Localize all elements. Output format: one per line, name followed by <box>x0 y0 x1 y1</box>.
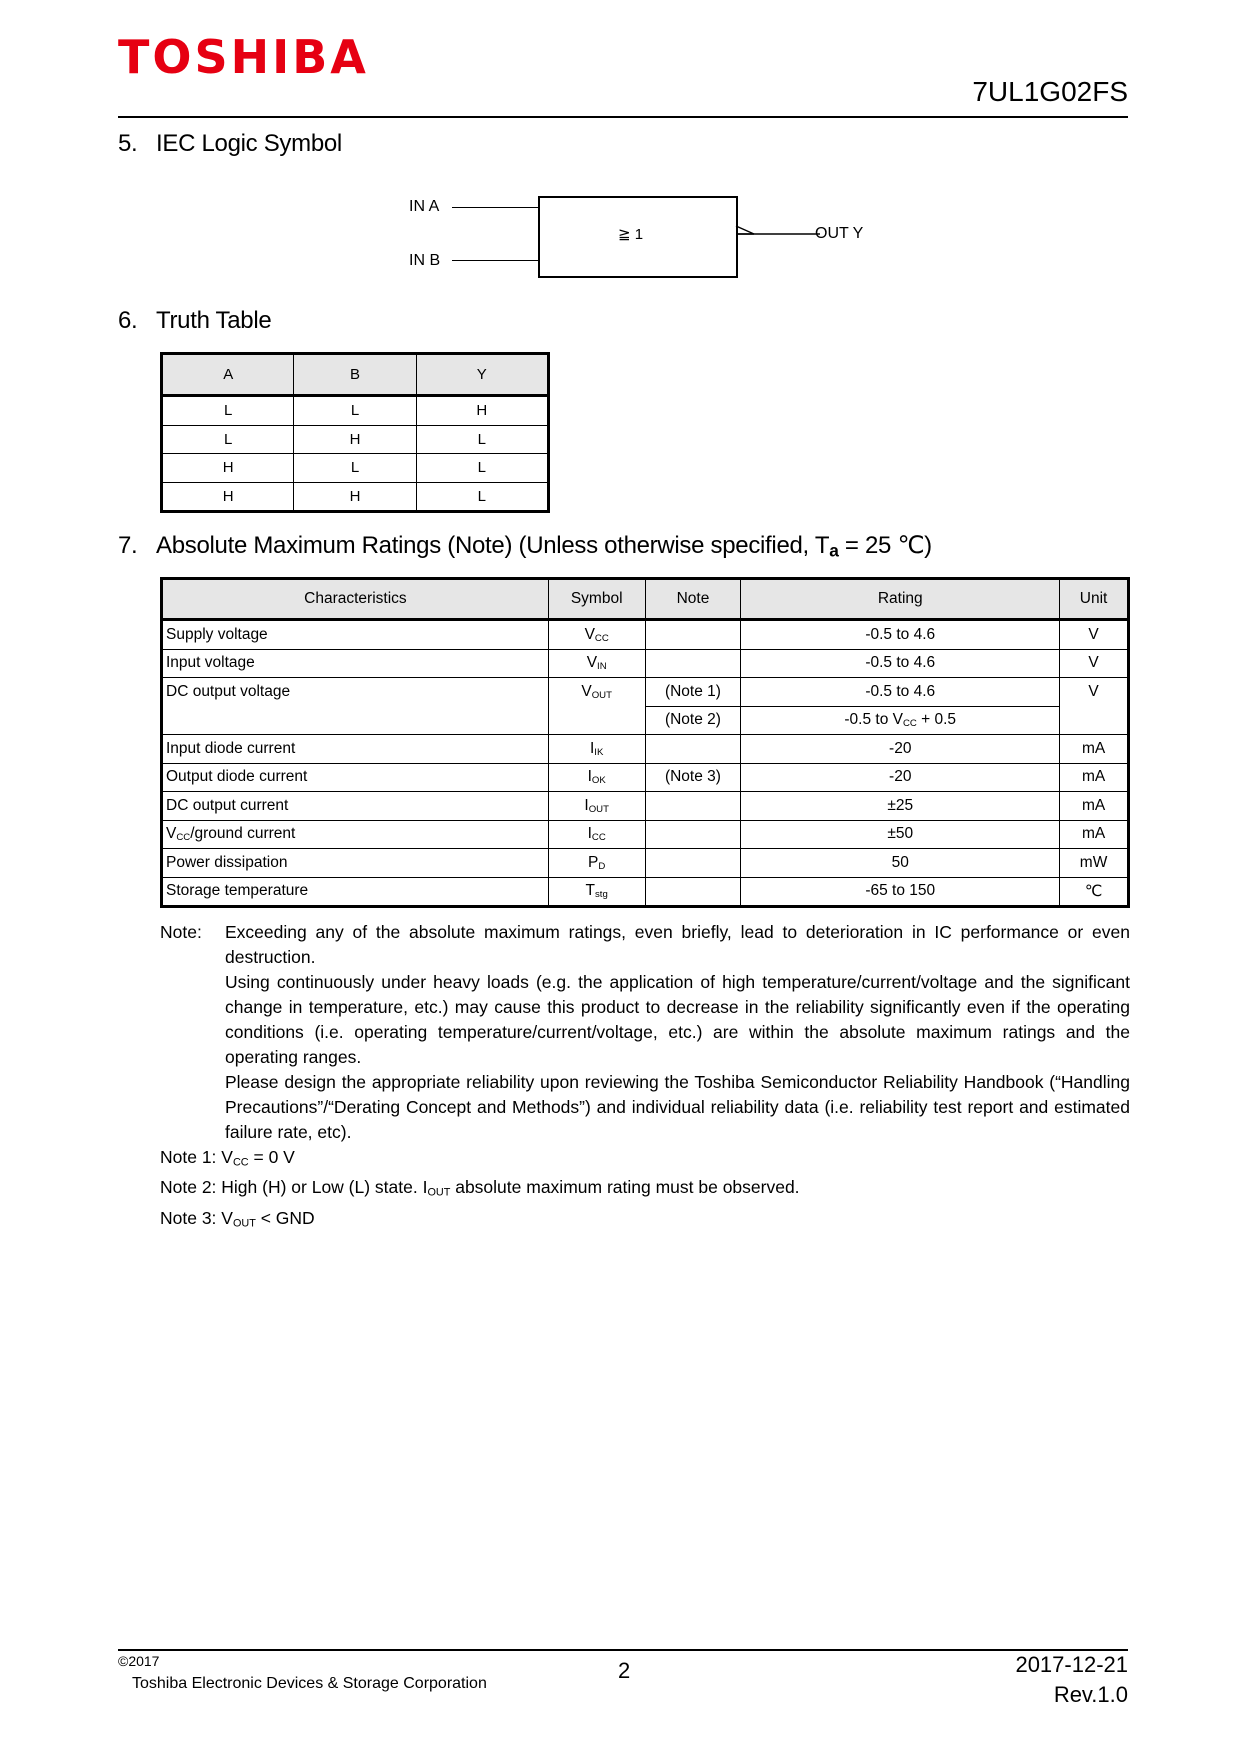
table-row <box>162 849 1129 878</box>
input-a-label: IN A <box>409 198 440 215</box>
rating: 50 <box>741 849 1060 878</box>
table-row <box>162 620 1129 650</box>
cell: H <box>294 482 416 512</box>
cell: H <box>294 425 416 454</box>
table-row <box>162 678 1129 707</box>
cell: L <box>162 396 294 426</box>
note <box>645 877 741 907</box>
note <box>645 820 741 849</box>
symbol: $P_D$ <box>548 849 645 878</box>
gate-function-symbol: ≧ 1 <box>618 226 644 243</box>
header-rating: Rating <box>741 579 1060 620</box>
note-label: Note: <box>160 922 202 942</box>
section-number: 6. <box>118 307 138 334</box>
note <box>645 649 741 678</box>
rating: -0.5 to $V_{CC} + 0.5$ <box>741 706 1060 735</box>
symbol: $I_{IK}$ <box>548 735 645 764</box>
general-note <box>160 920 1130 1145</box>
section-title-sub: a <box>829 540 839 561</box>
table-row <box>162 649 1129 678</box>
header-characteristics: Characteristics <box>162 579 549 620</box>
rating: ±50 <box>741 820 1060 849</box>
section-number: 7. <box>118 532 138 559</box>
header-b: B <box>294 354 416 396</box>
characteristic: Storage temperature <box>162 877 549 907</box>
symbol: $V_{OUT}$ <box>548 678 645 735</box>
rating: -20 <box>741 735 1060 764</box>
cell: H <box>162 454 294 483</box>
part-number: 7UL1G02FS <box>972 76 1128 107</box>
cell: L <box>416 482 548 512</box>
unit: mA <box>1060 820 1129 849</box>
ratings-notes <box>160 920 1130 1236</box>
note <box>645 735 741 764</box>
note-3: Note 3: $V_{OUT}$ < GND <box>160 1207 315 1230</box>
unit: mA <box>1060 792 1129 821</box>
table-header-row <box>162 579 1129 620</box>
table-row <box>162 482 549 512</box>
section-title: IEC Logic Symbol <box>156 130 342 157</box>
table-row <box>162 396 549 426</box>
characteristic: $V_{CC}$/ground current <box>162 820 549 849</box>
characteristic: Power dissipation <box>162 849 549 878</box>
unit: mW <box>1060 849 1129 878</box>
note <box>645 849 741 878</box>
unit: V <box>1060 678 1129 735</box>
note: (Note 2) <box>645 706 741 735</box>
table-row <box>162 763 1129 792</box>
section-amr-heading <box>118 534 932 560</box>
cell: L <box>294 396 416 426</box>
cell: H <box>162 482 294 512</box>
page-number: 2 <box>618 1658 631 1683</box>
symbol: $V_{IN}$ <box>548 649 645 678</box>
unit: V <box>1060 620 1129 650</box>
table-row <box>162 820 1129 849</box>
note: (Note 1) <box>645 678 741 707</box>
characteristic: Output diode current <box>162 763 549 792</box>
table-row <box>162 792 1129 821</box>
rating: -0.5 to 4.6 <box>741 678 1060 707</box>
symbol: $I_{OUT}$ <box>548 792 645 821</box>
absolute-maximum-ratings-table <box>160 577 1130 908</box>
note-paragraph: Please design the appropriate reliability upon reviewing the Toshiba Semiconductor Reliability Handbook (“Handling Precautions”/“Derating Concept and Methods”) and individual reliability data (i.e. reliability test report and estimated failure rate, etc). <box>225 1072 1130 1142</box>
symbol: $I_{CC}$ <box>548 820 645 849</box>
section-number: 5. <box>118 130 138 157</box>
unit: mA <box>1060 735 1129 764</box>
symbol: $V_{CC}$ <box>548 620 645 650</box>
rating: ±25 <box>741 792 1060 821</box>
output-y-label: OUT Y <box>815 225 864 242</box>
characteristic: Supply voltage <box>162 620 549 650</box>
rating: -0.5 to 4.6 <box>741 649 1060 678</box>
toshiba-logo: TOSHIBA <box>118 30 369 84</box>
revision: Rev.1.0 <box>1053 1682 1128 1707</box>
unit: mA <box>1060 763 1129 792</box>
rating: -20 <box>741 763 1060 792</box>
rating: -65 to 150 <box>741 877 1060 907</box>
cell: L <box>162 425 294 454</box>
truth-table <box>160 352 550 513</box>
cell: L <box>294 454 416 483</box>
iec-logic-symbol <box>380 178 900 288</box>
note-1: Note 1: $V_{CC} = 0$ V <box>160 1147 295 1169</box>
table-row <box>162 877 1129 907</box>
note-paragraph: Using continuously under heavy loads (e.g. the application of high temperature/current/voltage and the significant change in temperature, etc.) may cause this product to decrease in the reliability significantly even if the operating conditions (i.e. operating temperature/current/voltage, etc.) are within the absolute maximum ratings and the operating ranges. <box>225 972 1130 1067</box>
note <box>645 620 741 650</box>
cell: L <box>416 454 548 483</box>
symbol: $I_{OK}$ <box>548 763 645 792</box>
unit: V <box>1060 649 1129 678</box>
characteristic: DC output voltage <box>162 678 549 735</box>
characteristic: Input voltage <box>162 649 549 678</box>
section-title-pre: Absolute Maximum Ratings (Note) (Unless otherwise specified, T <box>156 532 830 559</box>
unit: ℃ <box>1060 877 1129 907</box>
section-title-post: = 25 ℃) <box>838 532 932 559</box>
section-title: Truth Table <box>156 307 272 334</box>
section-truth-heading <box>118 309 271 333</box>
header-y: Y <box>416 354 548 396</box>
symbol: $T_{stg}$ <box>548 877 645 907</box>
note <box>645 792 741 821</box>
table-row <box>162 735 1129 764</box>
cell: L <box>416 425 548 454</box>
document-date: 2017-12-21 <box>1015 1652 1128 1677</box>
header-a: A <box>162 354 294 396</box>
table-row <box>162 425 549 454</box>
header-symbol: Symbol <box>548 579 645 620</box>
note-2: Note 2: High (H) or Low (L) state. $I_{OUT}$ absolute maximum rating must be observed. <box>160 1177 800 1199</box>
input-a-line <box>452 207 540 208</box>
footer-rule <box>118 1649 1128 1651</box>
cell: H <box>416 396 548 426</box>
note-paragraph: Exceeding any of the absolute maximum ratings, even briefly, lead to deterioration in IC performance or even destruction. <box>225 922 1130 967</box>
characteristic: Input diode current <box>162 735 549 764</box>
header-unit: Unit <box>1060 579 1129 620</box>
negated-output-indicator <box>732 224 822 244</box>
corporation-name: Toshiba Electronic Devices & Storage Corporation <box>132 1675 487 1692</box>
input-b-line <box>452 260 540 261</box>
table-header-row <box>162 354 549 396</box>
note: (Note 3) <box>645 763 741 792</box>
section-iec-heading <box>118 132 342 156</box>
header-note: Note <box>645 579 741 620</box>
copyright: ©2017 <box>118 1653 160 1669</box>
table-row <box>162 454 549 483</box>
input-b-label: IN B <box>409 252 441 269</box>
characteristic: DC output current <box>162 792 549 821</box>
header-rule <box>118 116 1128 118</box>
rating: -0.5 to 4.6 <box>741 620 1060 650</box>
